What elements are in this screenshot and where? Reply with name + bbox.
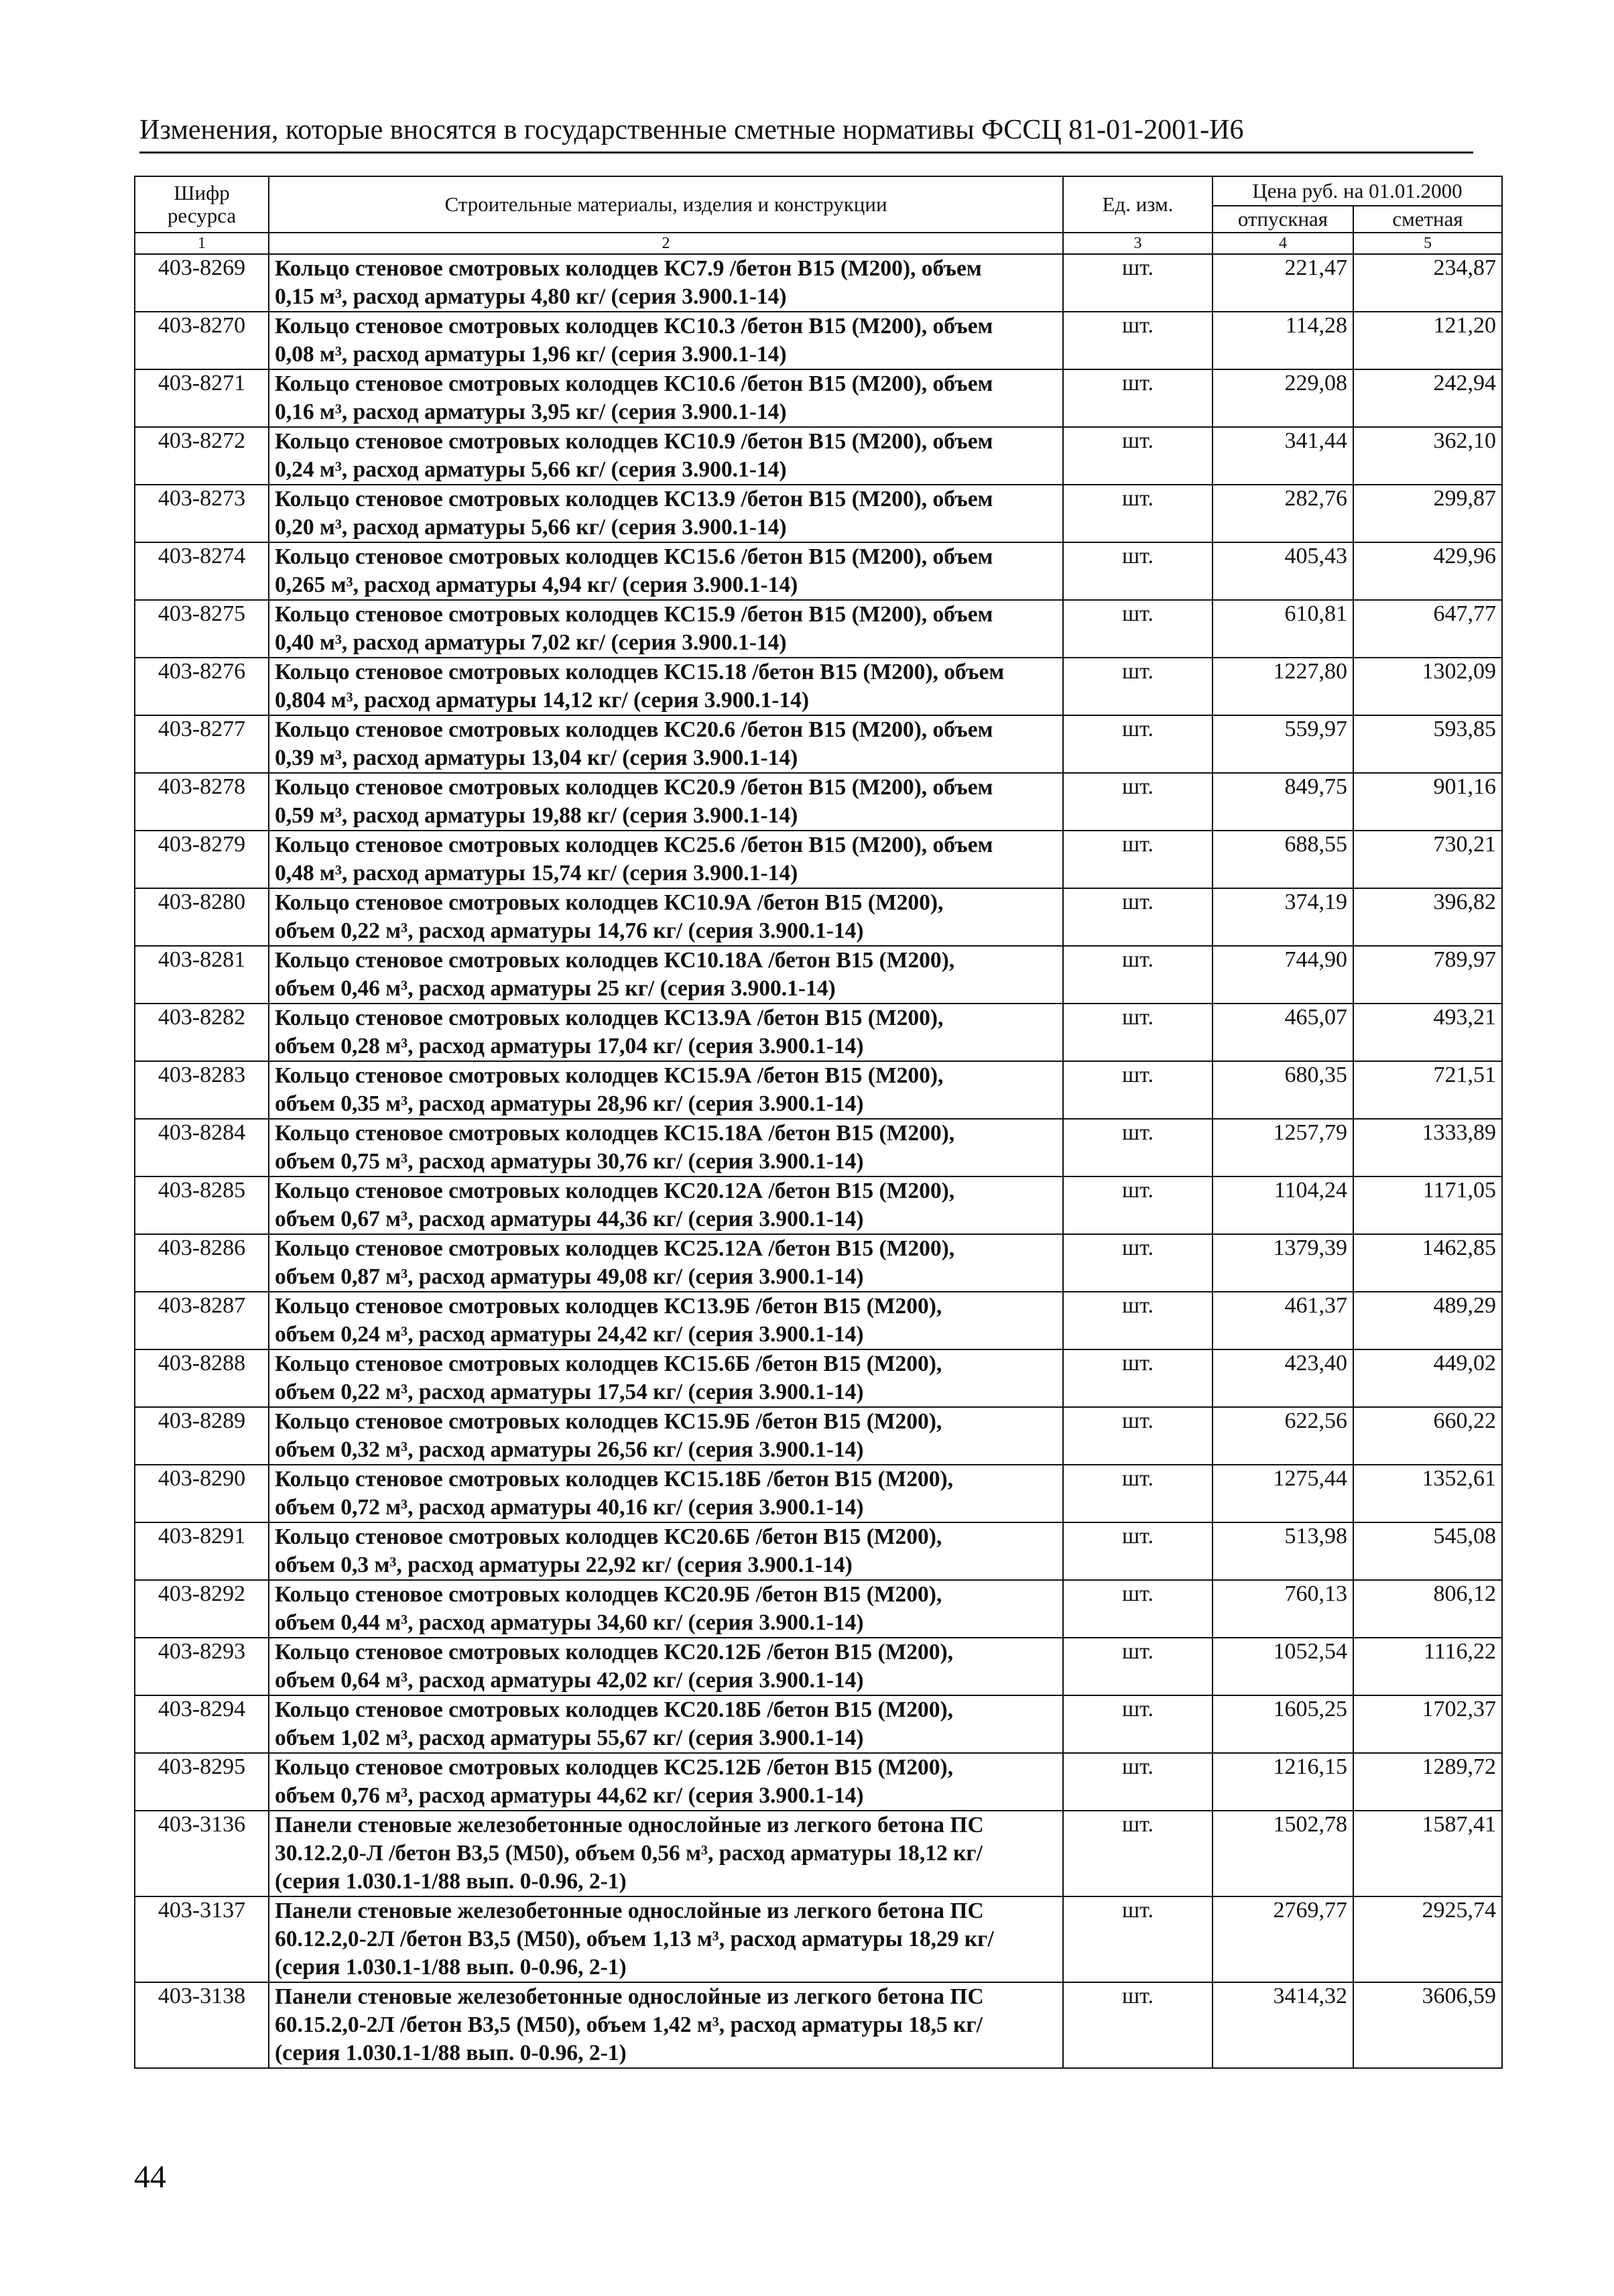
unit-cell: шт.: [1063, 1465, 1213, 1522]
estimate-price-cell: 901,16: [1353, 773, 1502, 831]
resource-code-cell: 403-8285: [135, 1176, 269, 1234]
table-body: [135, 254, 1502, 2068]
resource-code-cell: 403-8288: [135, 1349, 269, 1407]
estimate-price-cell: 545,08: [1353, 1522, 1502, 1580]
release-price-cell: 559,97: [1213, 715, 1353, 773]
release-price-cell: 1379,39: [1213, 1234, 1353, 1292]
release-price-cell: 2769,77: [1213, 1896, 1353, 1982]
table-row: [135, 715, 1502, 773]
resource-code-cell: 403-8281: [135, 946, 269, 1004]
table-row: [135, 1465, 1502, 1522]
table-row: [135, 1292, 1502, 1349]
release-price-cell: 114,28: [1213, 312, 1353, 369]
material-name-cell: Кольцо стеновое смотровых колодцев КС25.12Б /бетон В15 (М200), объем 0,76 м³, расход арматуры 44,62 кг/ (серия 3.900.1-14): [269, 1753, 1063, 1811]
release-price-cell: 221,47: [1213, 254, 1353, 312]
resource-code-cell: 403-8282: [135, 1004, 269, 1061]
release-price-cell: 622,56: [1213, 1407, 1353, 1465]
estimate-price-cell: 429,96: [1353, 542, 1502, 600]
material-name-cell: Кольцо стеновое смотровых колодцев КС20.12А /бетон В15 (М200), объем 0,67 м³, расход арматуры 44,36 кг/ (серия 3.900.1-14): [269, 1176, 1063, 1234]
unit-cell: шт.: [1063, 1004, 1213, 1061]
material-name-cell: Кольцо стеновое смотровых колодцев КС20.9 /бетон В15 (М200), объем 0,59 м³, расход арматуры 19,88 кг/ (серия 3.900.1-14): [269, 773, 1063, 831]
resource-code-cell: 403-8270: [135, 312, 269, 369]
release-price-cell: 3414,32: [1213, 1982, 1353, 2068]
column-number-5: 5: [1353, 233, 1502, 254]
resource-code-cell: 403-8272: [135, 427, 269, 485]
unit-cell: шт.: [1063, 312, 1213, 369]
resource-code-cell: 403-8287: [135, 1292, 269, 1349]
material-name-cell: Кольцо стеновое смотровых колодцев КС25.12А /бетон В15 (М200), объем 0,87 м³, расход арматуры 49,08 кг/ (серия 3.900.1-14): [269, 1234, 1063, 1292]
resource-code-cell: 403-8295: [135, 1753, 269, 1811]
release-price-cell: 341,44: [1213, 427, 1353, 485]
material-name-cell: Кольцо стеновое смотровых колодцев КС15.18А /бетон В15 (М200), объем 0,75 м³, расход арматуры 30,76 кг/ (серия 3.900.1-14): [269, 1119, 1063, 1176]
table-row: [135, 1061, 1502, 1119]
unit-cell: шт.: [1063, 1292, 1213, 1349]
material-name-cell: Кольцо стеновое смотровых колодцев КС10.9А /бетон В15 (М200), объем 0,22 м³, расход арматуры 14,76 кг/ (серия 3.900.1-14): [269, 888, 1063, 946]
page-header: Изменения, которые вносятся в государственные сметные нормативы ФССЦ 81-01-2001-И6: [139, 113, 1473, 154]
table-row: [135, 1695, 1502, 1753]
unit-cell: шт.: [1063, 1580, 1213, 1638]
estimate-price-cell: 396,82: [1353, 888, 1502, 946]
material-name-cell: Кольцо стеновое смотровых колодцев КС10.3 /бетон В15 (М200), объем 0,08 м³, расход арматуры 1,96 кг/ (серия 3.900.1-14): [269, 312, 1063, 369]
unit-cell: шт.: [1063, 1234, 1213, 1292]
table-row: [135, 1811, 1502, 1896]
release-price-cell: 610,81: [1213, 600, 1353, 658]
table-row: [135, 485, 1502, 542]
column-number-2: 2: [269, 233, 1063, 254]
header-name: Строительные материалы, изделия и конструкции: [269, 176, 1063, 233]
material-name-cell: Кольцо стеновое смотровых колодцев КС15.6Б /бетон В15 (М200), объем 0,22 м³, расход арматуры 17,54 кг/ (серия 3.900.1-14): [269, 1349, 1063, 1407]
material-name-cell: Панели стеновые железобетонные однослойные из легкого бетона ПС 60.12.2,0-2Л /бетон В3,5 (М50), объем 1,13 м³, расход арматуры 18,29 кг/ (серия 1.030.1-1/88 вып. 0-0.96, 2-1): [269, 1896, 1063, 1982]
release-price-cell: 513,98: [1213, 1522, 1353, 1580]
header-code: Шифр ресурса: [135, 176, 269, 233]
estimate-price-cell: 362,10: [1353, 427, 1502, 485]
estimate-price-cell: 730,21: [1353, 831, 1502, 888]
table-row: [135, 1407, 1502, 1465]
unit-cell: шт.: [1063, 1349, 1213, 1407]
table-row: [135, 1176, 1502, 1234]
material-name-cell: Кольцо стеновое смотровых колодцев КС15.6 /бетон В15 (М200), объем 0,265 м³, расход арматуры 4,94 кг/ (серия 3.900.1-14): [269, 542, 1063, 600]
unit-cell: шт.: [1063, 1638, 1213, 1695]
resource-code-cell: 403-8289: [135, 1407, 269, 1465]
material-name-cell: Кольцо стеновое смотровых колодцев КС20.12Б /бетон В15 (М200), объем 0,64 м³, расход арматуры 42,02 кг/ (серия 3.900.1-14): [269, 1638, 1063, 1695]
table-row: [135, 1004, 1502, 1061]
estimate-price-cell: 299,87: [1353, 485, 1502, 542]
release-price-cell: 1257,79: [1213, 1119, 1353, 1176]
release-price-cell: 760,13: [1213, 1580, 1353, 1638]
resource-code-cell: 403-8286: [135, 1234, 269, 1292]
resource-code-cell: 403-3136: [135, 1811, 269, 1896]
estimate-price-cell: 242,94: [1353, 369, 1502, 427]
header-release-price: отпускная: [1213, 206, 1353, 233]
estimate-price-cell: 121,20: [1353, 312, 1502, 369]
unit-cell: шт.: [1063, 1896, 1213, 1982]
unit-cell: шт.: [1063, 427, 1213, 485]
resource-code-cell: 403-8275: [135, 600, 269, 658]
table-row: [135, 831, 1502, 888]
release-price-cell: 461,37: [1213, 1292, 1353, 1349]
release-price-cell: 849,75: [1213, 773, 1353, 831]
unit-cell: шт.: [1063, 831, 1213, 888]
estimate-price-cell: 449,02: [1353, 1349, 1502, 1407]
release-price-cell: 688,55: [1213, 831, 1353, 888]
table-row: [135, 1982, 1502, 2068]
resource-code-cell: 403-8294: [135, 1695, 269, 1753]
table-row: [135, 1349, 1502, 1407]
header-price: Цена руб. на 01.01.2000: [1213, 176, 1502, 206]
estimate-price-cell: 489,29: [1353, 1292, 1502, 1349]
resource-code-cell: 403-3138: [135, 1982, 269, 2068]
resource-code-cell: 403-8290: [135, 1465, 269, 1522]
resource-code-cell: 403-8293: [135, 1638, 269, 1695]
resource-code-cell: 403-8291: [135, 1522, 269, 1580]
header-unit: Ед. изм.: [1063, 176, 1213, 233]
table-row: [135, 427, 1502, 485]
release-price-cell: 1104,24: [1213, 1176, 1353, 1234]
material-name-cell: Кольцо стеновое смотровых колодцев КС10.9 /бетон В15 (М200), объем 0,24 м³, расход арматуры 5,66 кг/ (серия 3.900.1-14): [269, 427, 1063, 485]
release-price-cell: 1502,78: [1213, 1811, 1353, 1896]
table-row: [135, 1580, 1502, 1638]
material-name-cell: Кольцо стеновое смотровых колодцев КС20.6 /бетон В15 (М200), объем 0,39 м³, расход арматуры 13,04 кг/ (серия 3.900.1-14): [269, 715, 1063, 773]
material-name-cell: Кольцо стеновое смотровых колодцев КС15.18 /бетон В15 (М200), объем 0,804 м³, расход арматуры 14,12 кг/ (серия 3.900.1-14): [269, 658, 1063, 715]
resource-code-cell: 403-3137: [135, 1896, 269, 1982]
resource-code-cell: 403-8274: [135, 542, 269, 600]
estimate-price-cell: 1702,37: [1353, 1695, 1502, 1753]
material-name-cell: Кольцо стеновое смотровых колодцев КС15.9Б /бетон В15 (М200), объем 0,32 м³, расход арматуры 26,56 кг/ (серия 3.900.1-14): [269, 1407, 1063, 1465]
unit-cell: шт.: [1063, 1811, 1213, 1896]
unit-cell: шт.: [1063, 542, 1213, 600]
price-table: [134, 176, 1503, 2069]
estimate-price-cell: 660,22: [1353, 1407, 1502, 1465]
release-price-cell: 680,35: [1213, 1061, 1353, 1119]
unit-cell: шт.: [1063, 254, 1213, 312]
material-name-cell: Кольцо стеновое смотровых колодцев КС13.9 /бетон В15 (М200), объем 0,20 м³, расход арматуры 5,66 кг/ (серия 3.900.1-14): [269, 485, 1063, 542]
resource-code-cell: 403-8276: [135, 658, 269, 715]
table-row: [135, 1638, 1502, 1695]
resource-code-cell: 403-8278: [135, 773, 269, 831]
release-price-cell: 423,40: [1213, 1349, 1353, 1407]
material-name-cell: Кольцо стеновое смотровых колодцев КС20.9Б /бетон В15 (М200), объем 0,44 м³, расход арматуры 34,60 кг/ (серия 3.900.1-14): [269, 1580, 1063, 1638]
material-name-cell: Кольцо стеновое смотровых колодцев КС20.6Б /бетон В15 (М200), объем 0,3 м³, расход арматуры 22,92 кг/ (серия 3.900.1-14): [269, 1522, 1063, 1580]
unit-cell: шт.: [1063, 1753, 1213, 1811]
estimate-price-cell: 806,12: [1353, 1580, 1502, 1638]
resource-code-cell: 403-8279: [135, 831, 269, 888]
table-row: [135, 1522, 1502, 1580]
release-price-cell: 1052,54: [1213, 1638, 1353, 1695]
column-number-3: 3: [1063, 233, 1213, 254]
resource-code-cell: 403-8277: [135, 715, 269, 773]
release-price-cell: 1227,80: [1213, 658, 1353, 715]
table-row: [135, 1896, 1502, 1982]
table-row: [135, 946, 1502, 1004]
unit-cell: шт.: [1063, 1407, 1213, 1465]
table-row: [135, 1234, 1502, 1292]
unit-cell: шт.: [1063, 1982, 1213, 2068]
estimate-price-cell: 721,51: [1353, 1061, 1502, 1119]
unit-cell: шт.: [1063, 888, 1213, 946]
unit-cell: шт.: [1063, 1522, 1213, 1580]
material-name-cell: Кольцо стеновое смотровых колодцев КС13.9Б /бетон В15 (М200), объем 0,24 м³, расход арматуры 24,42 кг/ (серия 3.900.1-14): [269, 1292, 1063, 1349]
estimate-price-cell: 493,21: [1353, 1004, 1502, 1061]
estimate-price-cell: 1587,41: [1353, 1811, 1502, 1896]
release-price-cell: 374,19: [1213, 888, 1353, 946]
release-price-cell: 465,07: [1213, 1004, 1353, 1061]
resource-code-cell: 403-8280: [135, 888, 269, 946]
resource-code-cell: 403-8271: [135, 369, 269, 427]
estimate-price-cell: 789,97: [1353, 946, 1502, 1004]
unit-cell: шт.: [1063, 1695, 1213, 1753]
table-row: [135, 1753, 1502, 1811]
estimate-price-cell: 2925,74: [1353, 1896, 1502, 1982]
unit-cell: шт.: [1063, 1176, 1213, 1234]
estimate-price-cell: 647,77: [1353, 600, 1502, 658]
material-name-cell: Кольцо стеновое смотровых колодцев КС15.9 /бетон В15 (М200), объем 0,40 м³, расход арматуры 7,02 кг/ (серия 3.900.1-14): [269, 600, 1063, 658]
unit-cell: шт.: [1063, 773, 1213, 831]
resource-code-cell: 403-8292: [135, 1580, 269, 1638]
release-price-cell: 1216,15: [1213, 1753, 1353, 1811]
column-number-1: 1: [135, 233, 269, 254]
estimate-price-cell: 1333,89: [1353, 1119, 1502, 1176]
resource-code-cell: 403-8284: [135, 1119, 269, 1176]
table-row: [135, 1119, 1502, 1176]
estimate-price-cell: 1302,09: [1353, 658, 1502, 715]
release-price-cell: 1275,44: [1213, 1465, 1353, 1522]
estimate-price-cell: 1352,61: [1353, 1465, 1502, 1522]
page-number: 44: [134, 2159, 166, 2195]
table-row: [135, 369, 1502, 427]
estimate-price-cell: 3606,59: [1353, 1982, 1502, 2068]
table-row: [135, 773, 1502, 831]
table-row: [135, 658, 1502, 715]
resource-code-cell: 403-8269: [135, 254, 269, 312]
material-name-cell: Кольцо стеновое смотровых колодцев КС15.18Б /бетон В15 (М200), объем 0,72 м³, расход арматуры 40,16 кг/ (серия 3.900.1-14): [269, 1465, 1063, 1522]
unit-cell: шт.: [1063, 1119, 1213, 1176]
header-estimate-price: сметная: [1353, 206, 1502, 233]
material-name-cell: Кольцо стеновое смотровых колодцев КС7.9 /бетон В15 (М200), объем 0,15 м³, расход арматуры 4,80 кг/ (серия 3.900.1-14): [269, 254, 1063, 312]
material-name-cell: Кольцо стеновое смотровых колодцев КС10.6 /бетон В15 (М200), объем 0,16 м³, расход арматуры 3,95 кг/ (серия 3.900.1-14): [269, 369, 1063, 427]
resource-code-cell: 403-8273: [135, 485, 269, 542]
table-row: [135, 312, 1502, 369]
estimate-price-cell: 1171,05: [1353, 1176, 1502, 1234]
estimate-price-cell: 1116,22: [1353, 1638, 1502, 1695]
estimate-price-cell: 593,85: [1353, 715, 1502, 773]
resource-code-cell: 403-8283: [135, 1061, 269, 1119]
material-name-cell: Кольцо стеновое смотровых колодцев КС10.18А /бетон В15 (М200), объем 0,46 м³, расход арматуры 25 кг/ (серия 3.900.1-14): [269, 946, 1063, 1004]
material-name-cell: Кольцо стеновое смотровых колодцев КС15.9А /бетон В15 (М200), объем 0,35 м³, расход арматуры 28,96 кг/ (серия 3.900.1-14): [269, 1061, 1063, 1119]
table-row: [135, 888, 1502, 946]
material-name-cell: Кольцо стеновое смотровых колодцев КС13.9А /бетон В15 (М200), объем 0,28 м³, расход арматуры 17,04 кг/ (серия 3.900.1-14): [269, 1004, 1063, 1061]
release-price-cell: 405,43: [1213, 542, 1353, 600]
unit-cell: шт.: [1063, 485, 1213, 542]
unit-cell: шт.: [1063, 946, 1213, 1004]
material-name-cell: Панели стеновые железобетонные однослойные из легкого бетона ПС 60.15.2,0-2Л /бетон В3,5 (М50), объем 1,42 м³, расход арматуры 18,5 кг/ (серия 1.030.1-1/88 вып. 0-0.96, 2-1): [269, 1982, 1063, 2068]
material-name-cell: Кольцо стеновое смотровых колодцев КС25.6 /бетон В15 (М200), объем 0,48 м³, расход арматуры 15,74 кг/ (серия 3.900.1-14): [269, 831, 1063, 888]
unit-cell: шт.: [1063, 369, 1213, 427]
table-row: [135, 600, 1502, 658]
release-price-cell: 282,76: [1213, 485, 1353, 542]
column-number-4: 4: [1213, 233, 1353, 254]
table-row: [135, 254, 1502, 312]
estimate-price-cell: 1289,72: [1353, 1753, 1502, 1811]
unit-cell: шт.: [1063, 658, 1213, 715]
estimate-price-cell: 234,87: [1353, 254, 1502, 312]
material-name-cell: Панели стеновые железобетонные однослойные из легкого бетона ПС 30.12.2,0-Л /бетон В3,5 (М50), объем 0,56 м³, расход арматуры 18,12 кг/ (серия 1.030.1-1/88 вып. 0-0.96, 2-1): [269, 1811, 1063, 1896]
table-row: [135, 542, 1502, 600]
unit-cell: шт.: [1063, 600, 1213, 658]
release-price-cell: 1605,25: [1213, 1695, 1353, 1753]
material-name-cell: Кольцо стеновое смотровых колодцев КС20.18Б /бетон В15 (М200), объем 1,02 м³, расход арматуры 55,67 кг/ (серия 3.900.1-14): [269, 1695, 1063, 1753]
estimate-price-cell: 1462,85: [1353, 1234, 1502, 1292]
unit-cell: шт.: [1063, 715, 1213, 773]
release-price-cell: 229,08: [1213, 369, 1353, 427]
release-price-cell: 744,90: [1213, 946, 1353, 1004]
unit-cell: шт.: [1063, 1061, 1213, 1119]
